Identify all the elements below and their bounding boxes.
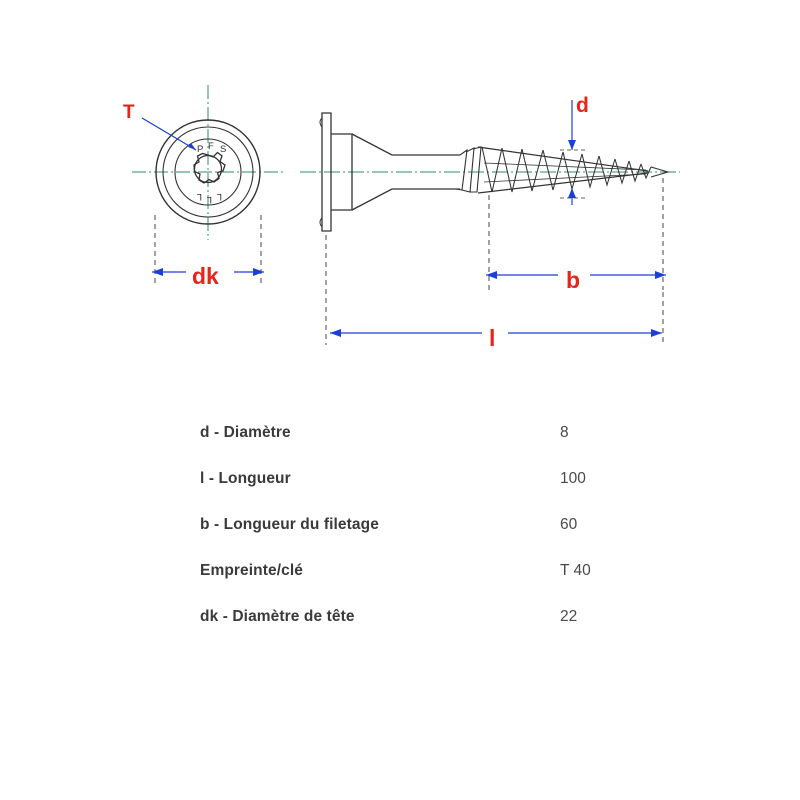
d-label: d xyxy=(576,94,589,117)
b-arrow-left xyxy=(486,271,497,279)
torx-leader-line xyxy=(142,118,196,150)
spec-value-thread-length: 60 xyxy=(560,516,578,533)
specification-table xyxy=(0,410,800,640)
head-mark-l3: L xyxy=(216,191,222,202)
table-row xyxy=(0,548,800,594)
head-mark-p: P xyxy=(197,144,204,155)
head-mark-f: F xyxy=(208,141,214,152)
table-row xyxy=(0,410,800,456)
spec-value-length: 100 xyxy=(560,470,586,487)
dk-label: dk xyxy=(192,263,219,289)
thread-core-top xyxy=(484,163,646,170)
spec-value-drive: T 40 xyxy=(560,562,591,579)
l-arrow-right xyxy=(651,329,662,337)
spec-value-diameter: 8 xyxy=(560,424,569,441)
torx-leader-arrow xyxy=(188,143,196,150)
d-arrow-down xyxy=(568,140,576,150)
shank-top-outline xyxy=(352,134,460,155)
torx-label: T xyxy=(123,102,135,123)
b-arrow-right xyxy=(655,271,666,279)
screw-side-view xyxy=(300,94,680,351)
spec-label-drive: Empreinte/clé xyxy=(200,562,303,579)
table-row xyxy=(0,594,800,640)
l-label: l xyxy=(489,325,496,351)
l-arrow-left xyxy=(330,329,341,337)
spec-label-head-diameter: dk - Diamètre de tête xyxy=(200,608,355,625)
d-arrow-up xyxy=(568,188,576,198)
spec-label-thread-length: b - Longueur du filetage xyxy=(200,516,379,533)
shank-bottom-outline xyxy=(352,189,460,210)
dk-arrow-right xyxy=(253,268,264,276)
table-row xyxy=(0,502,800,548)
thread-start-ribs xyxy=(456,147,481,192)
b-label: b xyxy=(566,267,581,293)
spec-label-length: l - Longueur xyxy=(200,470,291,487)
thread-top-envelope xyxy=(478,147,648,171)
spec-value-head-diameter: 22 xyxy=(560,608,578,625)
torx-star-icon xyxy=(194,153,225,184)
spec-label-diameter: d - Diamètre xyxy=(200,424,291,441)
head-top-view xyxy=(123,85,286,289)
dk-arrow-left xyxy=(152,268,163,276)
head-mark-l2: L xyxy=(206,194,212,205)
head-mark-l1: L xyxy=(196,191,202,202)
head-mark-s: S xyxy=(220,144,227,155)
table-row xyxy=(0,456,800,502)
